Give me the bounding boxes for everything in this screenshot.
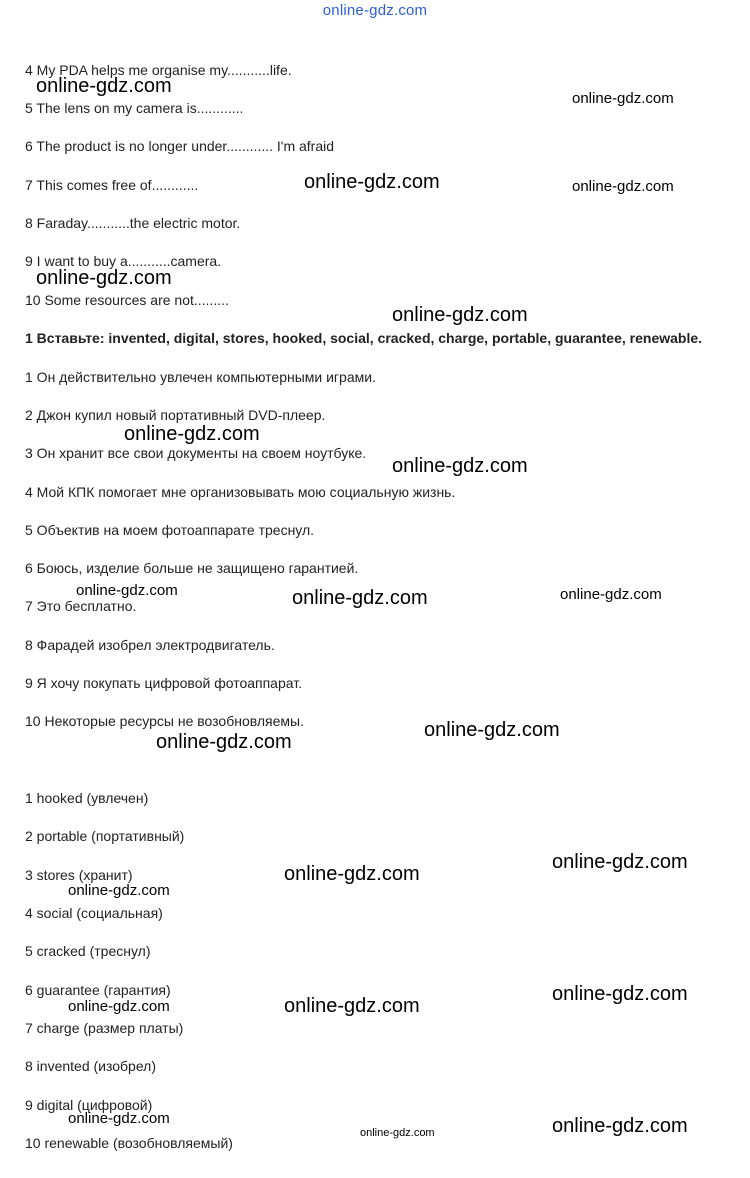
watermark: online-gdz.com (572, 90, 674, 107)
watermark: online-gdz.com (572, 178, 674, 195)
header-watermark-link[interactable]: online-gdz.com (322, 2, 428, 19)
task-heading: 1 Вставьте: invented, digital, stores, hooked, social, cracked, charge, portable, guarantee, renewable. (25, 330, 703, 346)
watermark: online-gdz.com (552, 1115, 688, 1137)
english-sentence-7: 7 This comes free of............ (25, 177, 199, 193)
english-sentence-8: 8 Faraday...........the electric motor. (25, 215, 241, 231)
answer-5: 5 cracked (треснул) (25, 943, 151, 959)
watermark: online-gdz.com (392, 455, 528, 477)
russian-sentence-6: 6 Боюсь, изделие больше не защищено гарантией. (25, 560, 359, 576)
russian-sentence-2: 2 Джон купил новый портативный DVD-плеер. (25, 407, 326, 423)
english-sentence-6: 6 The product is no longer under............ I'm afraid (25, 138, 335, 154)
watermark: online-gdz.com (68, 998, 170, 1015)
watermark: online-gdz.com (560, 586, 662, 603)
watermark: online-gdz.com (124, 423, 260, 445)
watermark: online-gdz.com (68, 1110, 170, 1127)
watermark: online-gdz.com (76, 582, 178, 599)
answer-2: 2 portable (портативный) (25, 828, 185, 844)
russian-sentence-5: 5 Объектив на моем фотоаппарате треснул. (25, 522, 315, 538)
watermark: online-gdz.com (424, 719, 560, 741)
watermark: online-gdz.com (292, 587, 428, 609)
watermark: online-gdz.com (552, 983, 688, 1005)
watermark: online-gdz.com (68, 882, 170, 899)
russian-sentence-3: 3 Он хранит все свои документы на своем ноутбуке. (25, 445, 367, 461)
answer-1: 1 hooked (увлечен) (25, 790, 149, 806)
watermark: online-gdz.com (284, 995, 420, 1017)
english-sentence-9: 9 I want to buy a...........camera. (25, 253, 222, 269)
watermark: online-gdz.com (552, 851, 688, 873)
russian-sentence-1: 1 Он действительно увлечен компьютерными играми. (25, 369, 376, 385)
watermark: online-gdz.com (360, 1127, 435, 1139)
watermark: online-gdz.com (156, 731, 292, 753)
russian-sentence-10: 10 Некоторые ресурсы не возобновляемы. (25, 713, 304, 729)
answer-8: 8 invented (изобрел) (25, 1058, 156, 1074)
answer-3: 3 stores (хранит) (25, 867, 133, 883)
watermark: online-gdz.com (304, 171, 440, 193)
english-sentence-5: 5 The lens on my camera is............ (25, 100, 244, 116)
watermark: online-gdz.com (36, 75, 172, 97)
russian-sentence-7: 7 Это бесплатно. (25, 598, 137, 614)
watermark: online-gdz.com (392, 304, 528, 326)
watermark: online-gdz.com (284, 863, 420, 885)
watermark: online-gdz.com (36, 267, 172, 289)
russian-sentence-9: 9 Я хочу покупать цифровой фотоаппарат. (25, 675, 302, 691)
english-sentence-10: 10 Some resources are not......... (25, 292, 229, 308)
answer-4: 4 social (социальная) (25, 905, 163, 921)
english-sentence-4: 4 My PDA helps me organise my...........life. (25, 62, 292, 78)
answer-7: 7 charge (размер платы) (25, 1020, 184, 1036)
answer-6: 6 guarantee (гарантия) (25, 982, 171, 998)
answer-10: 10 renewable (возобновляемый) (25, 1135, 233, 1151)
answer-9: 9 digital (цифровой) (25, 1097, 153, 1113)
russian-sentence-8: 8 Фарадей изобрел электродвигатель. (25, 637, 275, 653)
russian-sentence-4: 4 Мой КПК помогает мне организовывать мою социальную жизнь. (25, 484, 456, 500)
